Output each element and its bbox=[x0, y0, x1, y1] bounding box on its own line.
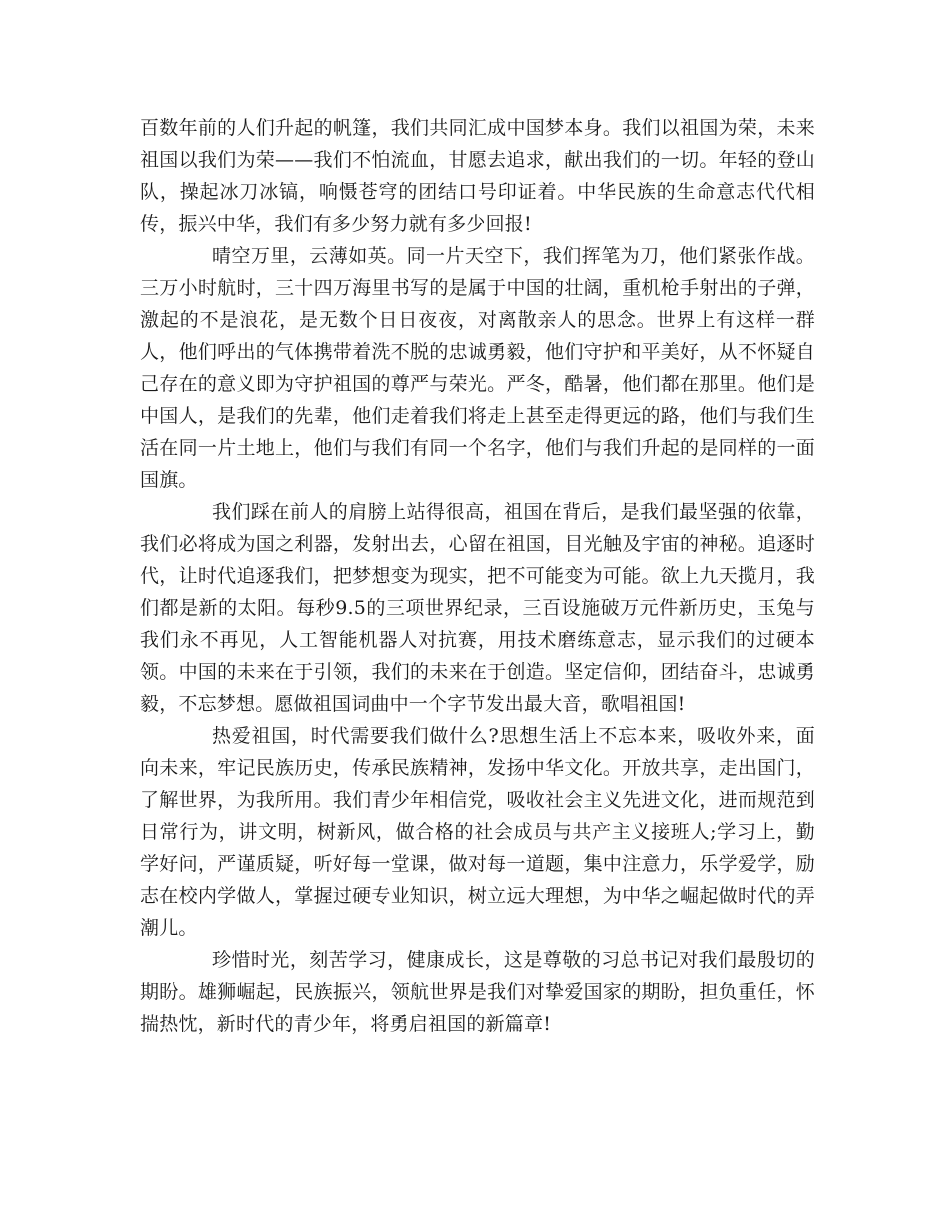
paragraph-2: 晴空万里，云薄如英。同一片天空下，我们挥笔为刀，他们紧张作战。三万小时航时，三十四万海里书写的是属于中国的壮阔，重机枪手射出的子弹，激起的不是浪花，是无数个日日夜夜，对离散亲人的思念。世界上有这样一群人，他们呼出的气体携带着洗不脱的忠诚勇毅，他们守护和平美好，从不怀疑自己存在的意义即为守护祖国的尊严与荣光。严冬，酷暑，他们都在那里。他们是中国人，是我们的先辈，他们走着我们将走上甚至走得更远的路，他们与我们生活在同一片土地上，他们与我们有同一个名字，他们与我们升起的是同样的一面国旗。 bbox=[140, 245, 815, 491]
paragraph-1: 百数年前的人们升起的帆篷，我们共同汇成中国梦本身。我们以祖国为荣，未来祖国以我们为荣——我们不怕流血，甘愿去追求，献出我们的一切。年轻的登山队，操起冰刀冰镐，响慑苍穹的团结口号印证着。中华民族的生命意志代代相传，振兴中华，我们有多少努力就有多少回报! bbox=[140, 117, 815, 235]
document-body bbox=[140, 112, 815, 1040]
paragraph-3: 我们踩在前人的肩膀上站得很高，祖国在背后，是我们最坚强的依靠，我们必将成为国之利器，发射出去，心留在祖国，目光触及宇宙的神秘。追逐时代，让时代追逐我们，把梦想变为现实，把不可能变为可能。欲上九天揽月，我们都是新的太阳。每秒9.5的三项世界纪录，三百设施破万元件新历史，玉兔与我们永不再见，人工智能机器人对抗赛，用技术磨练意志，显示我们的过硬本领。中国的未来在于引领，我们的未来在于创造。坚定信仰，团结奋斗，忠诚勇毅，不忘梦想。愿做祖国词曲中一个字节发出最大音，歌唱祖国! bbox=[140, 501, 815, 715]
paragraph-5: 珍惜时光，刻苦学习，健康成长，这是尊敬的习总书记对我们最殷切的期盼。雄狮崛起，民族振兴，领航世界是我们对挚爱国家的期盼，担负重任，怀揣热忱，新时代的青少年，将勇启祖国的新篇章! bbox=[140, 949, 815, 1035]
paragraph-4: 热爱祖国，时代需要我们做什么?思想生活上不忘本来，吸收外来，面向未来，牢记民族历史，传承民族精神，发扬中华文化。开放共享，走出国门，了解世界，为我所用。我们青少年相信党，吸收社会主义先进文化，进而规范到日常行为，讲文明，树新风，做合格的社会成员与共产主义接班人;学习上，勤学好问，严谨质疑，听好每一堂课，做对每一道题，集中注意力，乐学爱学，励志在校内学做人，掌握过硬专业知识，树立远大理想，为中华之崛起做时代的弄潮儿。 bbox=[140, 725, 815, 939]
